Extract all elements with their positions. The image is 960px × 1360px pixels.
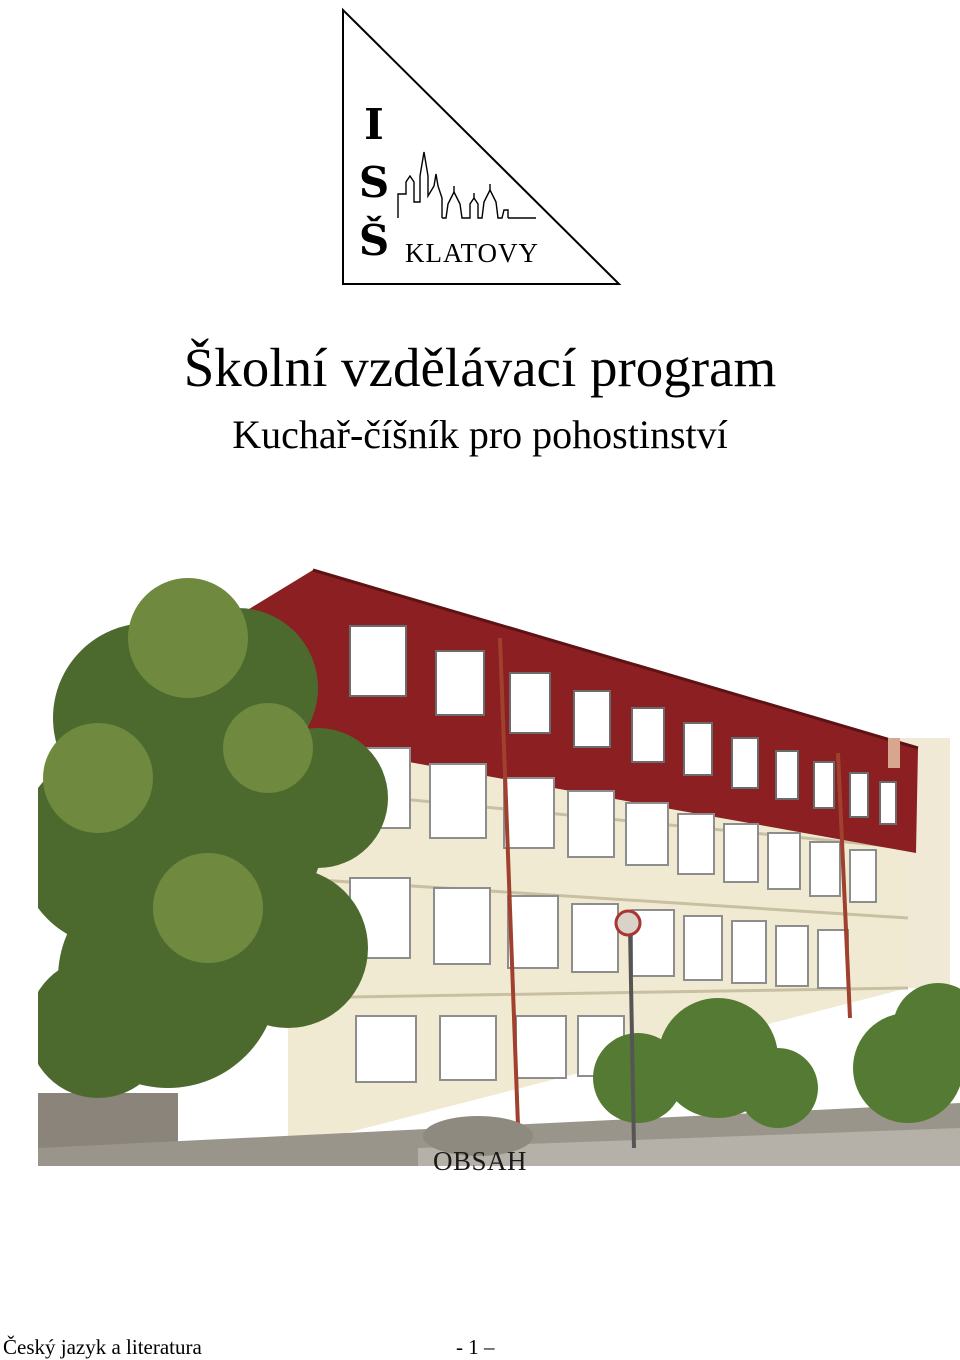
logo-letter: Š — [358, 216, 390, 265]
school-building-photo — [38, 548, 960, 1166]
page-number: - 1 – — [456, 1335, 495, 1359]
logo-city: KLATOVY — [405, 238, 539, 268]
document-title: Školní vzdělávací program — [183, 337, 777, 398]
logo-letter: I — [364, 100, 384, 149]
section-heading: OBSAH — [432, 1146, 528, 1176]
logo-letter: S — [358, 158, 390, 207]
footer-subject: Český jazyk a literatura — [3, 1335, 202, 1359]
logo-letters — [352, 96, 396, 270]
document-subtitle: Kuchař-číšník pro pohostinství — [232, 412, 728, 457]
